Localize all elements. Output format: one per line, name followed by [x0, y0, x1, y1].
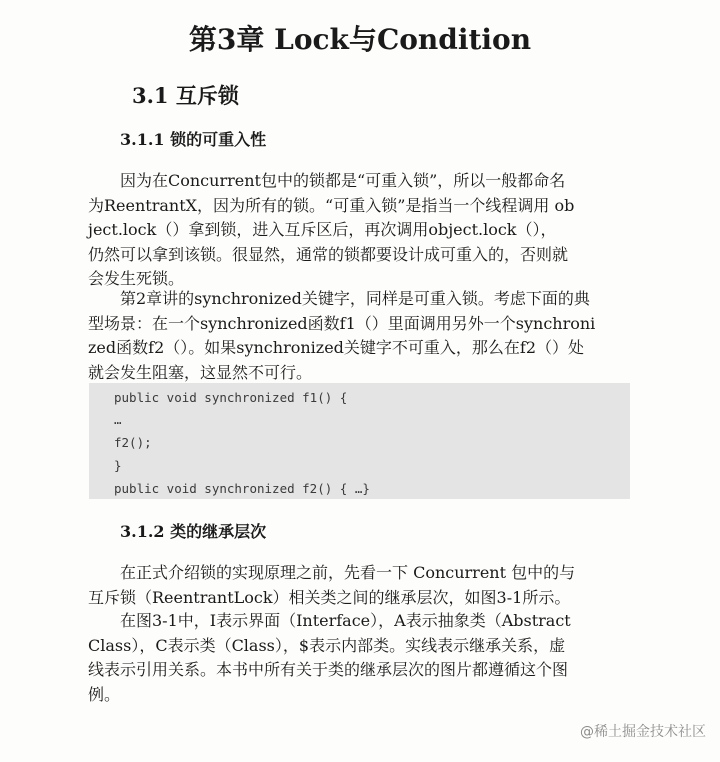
chapter-title: 第3章 Lock与Condition — [188, 23, 532, 56]
subsection-title-hierarchy: 3.1.2 类的继承层次 — [120, 522, 267, 541]
paragraph-reentrant-lock — [88, 169, 633, 292]
code-line: public void synchronized f1() { — [114, 390, 348, 405]
text-line: 会发生死锁。 — [88, 269, 185, 288]
text-line: 为ReentrantX，因为所有的锁。“可重入锁”是指当一个线程调用 ob — [88, 195, 575, 215]
paragraph-synchronized — [88, 287, 633, 385]
text-line: 第2章讲的synchronized关键字，同样是可重入锁。考虑下面的典 — [88, 289, 590, 308]
watermark: @稀土掘金技术社区 — [580, 724, 706, 740]
text-line: zed函数f2（）。如果synchronized关键字不可重入，那么在f2（）处 — [88, 338, 585, 357]
text-line: 线表示引用关系。本书中所有关于类的继承层次的图片都遵循这个图 — [88, 660, 569, 679]
code-line: … — [114, 412, 122, 427]
text-line: 在正式介绍锁的实现原理之前，先看一下 Concurrent 包中的与 — [88, 563, 576, 582]
code-block — [89, 383, 630, 499]
text-line: 互斥锁（ReentrantLock）相关类之间的继承层次，如图3-1所示。 — [88, 587, 571, 607]
paragraph-legend — [88, 609, 633, 707]
text-line: 型场景：在一个synchronized函数f1（）里面调用另外一个synchroni — [88, 313, 596, 333]
section-title: 3.1 互斥锁 — [132, 83, 239, 108]
text-line: 例。 — [88, 684, 121, 704]
text-line: 在图3-1中，I表示界面（Interface），A表示抽象类（Abstract — [88, 611, 571, 630]
code-line: } — [114, 458, 122, 473]
subsection-title-reentrancy: 3.1.1 锁的可重入性 — [120, 130, 267, 149]
paragraph-hierarchy-intro — [88, 561, 633, 610]
text-line: 仍然可以拿到该锁。很显然，通常的锁都要设计成可重入的，否则就 — [88, 244, 569, 264]
text-line: Class），C表示类（Class），$表示内部类。实线表示继承关系，虚 — [88, 635, 566, 655]
code-line: f2(); — [114, 435, 152, 450]
code-line: public void synchronized f2() { …} — [114, 481, 370, 496]
text-line: ject.lock（）拿到锁，进入互斥区后，再次调用object.lock（）， — [88, 220, 557, 239]
text-line: 就会发生阻塞，这显然不可行。 — [88, 362, 313, 382]
text-line: 因为在Concurrent包中的锁都是“可重入锁”，所以一般都命名 — [88, 171, 566, 190]
